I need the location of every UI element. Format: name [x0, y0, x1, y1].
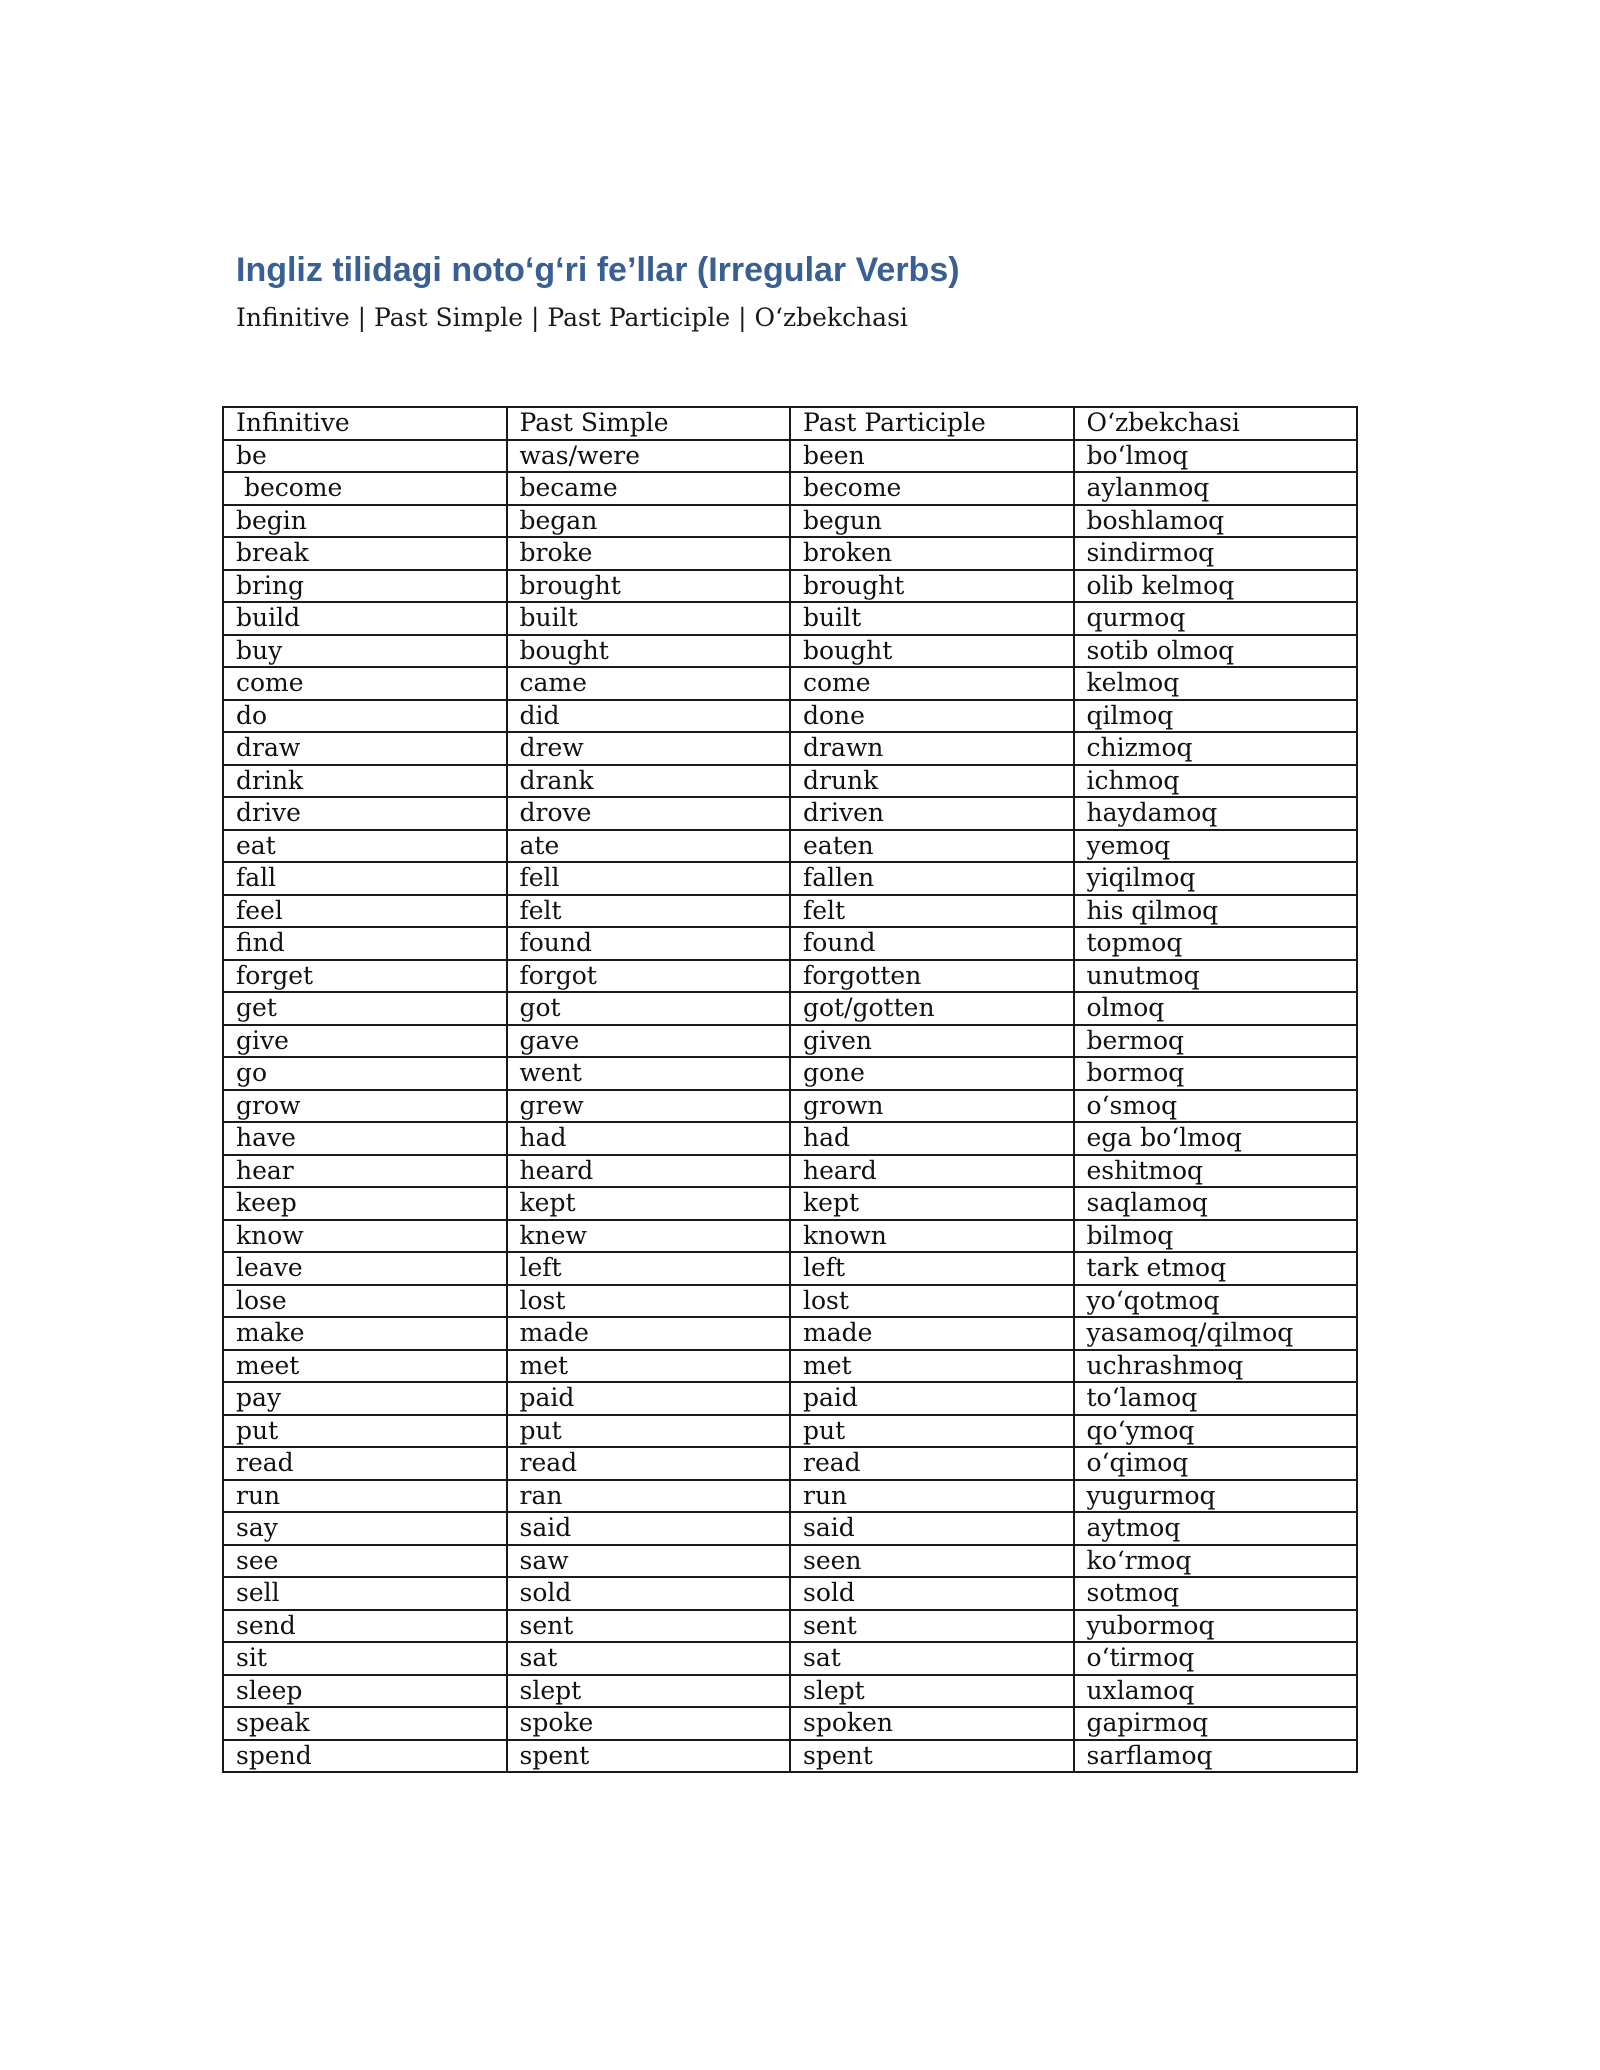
- table-row: [223, 700, 1357, 733]
- cell-past-participle: driven: [790, 797, 1074, 830]
- cell-uzbek: olmoq: [1074, 992, 1358, 1025]
- cell-uzbek: chizmoq: [1074, 732, 1358, 765]
- cell-uzbek: kelmoq: [1074, 667, 1358, 700]
- cell-uzbek: tark etmoq: [1074, 1252, 1358, 1285]
- cell-past-participle: had: [790, 1122, 1074, 1155]
- cell-uzbek: yubormoq: [1074, 1610, 1358, 1643]
- cell-uzbek: haydamoq: [1074, 797, 1358, 830]
- cell-past-participle: sat: [790, 1642, 1074, 1675]
- cell-past-participle: given: [790, 1025, 1074, 1058]
- cell-past-participle: gone: [790, 1057, 1074, 1090]
- cell-past-simple: put: [507, 1415, 791, 1448]
- cell-infinitive: keep: [223, 1187, 507, 1220]
- cell-past-participle: spoken: [790, 1707, 1074, 1740]
- cell-infinitive: lose: [223, 1285, 507, 1318]
- cell-past-participle: begun: [790, 505, 1074, 538]
- cell-uzbek: sindirmoq: [1074, 537, 1358, 570]
- cell-infinitive: read: [223, 1447, 507, 1480]
- cell-past-simple: went: [507, 1057, 791, 1090]
- cell-uzbek: bo‘lmoq: [1074, 440, 1358, 473]
- table-row: [223, 1187, 1357, 1220]
- cell-infinitive: fall: [223, 862, 507, 895]
- table-row: [223, 1090, 1357, 1123]
- cell-past-simple: had: [507, 1122, 791, 1155]
- cell-past-simple: began: [507, 505, 791, 538]
- cell-past-simple: heard: [507, 1155, 791, 1188]
- table-row: [223, 1285, 1357, 1318]
- cell-past-simple: met: [507, 1350, 791, 1383]
- table-row: [223, 602, 1357, 635]
- header-past-simple: Past Simple: [507, 407, 791, 440]
- cell-past-simple: found: [507, 927, 791, 960]
- cell-infinitive: be: [223, 440, 507, 473]
- cell-past-simple: said: [507, 1512, 791, 1545]
- table-row: [223, 1252, 1357, 1285]
- cell-infinitive: buy: [223, 635, 507, 668]
- irregular-verbs-table: [222, 406, 1358, 1773]
- cell-infinitive: send: [223, 1610, 507, 1643]
- cell-past-participle: sold: [790, 1577, 1074, 1610]
- cell-infinitive: know: [223, 1220, 507, 1253]
- cell-past-simple: saw: [507, 1545, 791, 1578]
- cell-past-simple: sold: [507, 1577, 791, 1610]
- cell-uzbek: qurmoq: [1074, 602, 1358, 635]
- table-row: [223, 1317, 1357, 1350]
- cell-infinitive: sleep: [223, 1675, 507, 1708]
- cell-infinitive: feel: [223, 895, 507, 928]
- cell-uzbek: sotmoq: [1074, 1577, 1358, 1610]
- cell-infinitive: build: [223, 602, 507, 635]
- cell-past-participle: eaten: [790, 830, 1074, 863]
- table-row: [223, 960, 1357, 993]
- cell-past-participle: put: [790, 1415, 1074, 1448]
- table-row: [223, 1057, 1357, 1090]
- cell-past-participle: run: [790, 1480, 1074, 1513]
- cell-past-simple: lost: [507, 1285, 791, 1318]
- cell-infinitive: give: [223, 1025, 507, 1058]
- table-row: [223, 667, 1357, 700]
- cell-uzbek: o‘tirmoq: [1074, 1642, 1358, 1675]
- table-row: [223, 570, 1357, 603]
- cell-past-simple: kept: [507, 1187, 791, 1220]
- cell-past-simple: ate: [507, 830, 791, 863]
- header-past-participle: Past Participle: [790, 407, 1074, 440]
- cell-infinitive: begin: [223, 505, 507, 538]
- cell-past-participle: left: [790, 1252, 1074, 1285]
- cell-infinitive: do: [223, 700, 507, 733]
- table-row: [223, 1642, 1357, 1675]
- table-row: [223, 1740, 1357, 1773]
- table-row: [223, 1415, 1357, 1448]
- cell-infinitive: grow: [223, 1090, 507, 1123]
- cell-past-simple: sent: [507, 1610, 791, 1643]
- cell-past-participle: grown: [790, 1090, 1074, 1123]
- cell-uzbek: o‘smoq: [1074, 1090, 1358, 1123]
- cell-past-participle: become: [790, 472, 1074, 505]
- cell-uzbek: qo‘ymoq: [1074, 1415, 1358, 1448]
- cell-past-participle: fallen: [790, 862, 1074, 895]
- cell-infinitive: sit: [223, 1642, 507, 1675]
- table-row: [223, 1220, 1357, 1253]
- cell-past-participle: sent: [790, 1610, 1074, 1643]
- table-row: [223, 1545, 1357, 1578]
- table-header-row: [223, 407, 1357, 440]
- cell-past-simple: fell: [507, 862, 791, 895]
- cell-infinitive: go: [223, 1057, 507, 1090]
- cell-past-participle: met: [790, 1350, 1074, 1383]
- cell-past-simple: was/were: [507, 440, 791, 473]
- cell-past-simple: bought: [507, 635, 791, 668]
- cell-uzbek: yiqilmoq: [1074, 862, 1358, 895]
- cell-infinitive: drive: [223, 797, 507, 830]
- page-title: Ingliz tilidagi noto‘g‘ri fe’llar (Irregular Verbs): [236, 251, 960, 289]
- table-row: [223, 1025, 1357, 1058]
- cell-infinitive: pay: [223, 1382, 507, 1415]
- cell-infinitive: have: [223, 1122, 507, 1155]
- cell-past-simple: forgot: [507, 960, 791, 993]
- cell-past-participle: seen: [790, 1545, 1074, 1578]
- table-row: [223, 895, 1357, 928]
- cell-past-simple: paid: [507, 1382, 791, 1415]
- cell-uzbek: bermoq: [1074, 1025, 1358, 1058]
- cell-uzbek: unutmoq: [1074, 960, 1358, 993]
- cell-past-participle: found: [790, 927, 1074, 960]
- cell-uzbek: ko‘rmoq: [1074, 1545, 1358, 1578]
- table-row: [223, 1577, 1357, 1610]
- cell-infinitive: say: [223, 1512, 507, 1545]
- cell-past-participle: drawn: [790, 732, 1074, 765]
- cell-past-simple: brought: [507, 570, 791, 603]
- cell-uzbek: sotib olmoq: [1074, 635, 1358, 668]
- cell-uzbek: uchrashmoq: [1074, 1350, 1358, 1383]
- cell-infinitive: make: [223, 1317, 507, 1350]
- cell-infinitive: get: [223, 992, 507, 1025]
- table-row: [223, 1675, 1357, 1708]
- cell-past-simple: felt: [507, 895, 791, 928]
- cell-past-participle: kept: [790, 1187, 1074, 1220]
- cell-infinitive: put: [223, 1415, 507, 1448]
- table-row: [223, 992, 1357, 1025]
- table-row: [223, 1610, 1357, 1643]
- cell-infinitive: sell: [223, 1577, 507, 1610]
- table-row: [223, 440, 1357, 473]
- cell-past-participle: known: [790, 1220, 1074, 1253]
- table-row: [223, 732, 1357, 765]
- cell-past-simple: broke: [507, 537, 791, 570]
- cell-uzbek: aylanmoq: [1074, 472, 1358, 505]
- cell-uzbek: yugurmoq: [1074, 1480, 1358, 1513]
- cell-uzbek: saqlamoq: [1074, 1187, 1358, 1220]
- table-row: [223, 862, 1357, 895]
- cell-infinitive: bring: [223, 570, 507, 603]
- cell-infinitive: spend: [223, 1740, 507, 1773]
- cell-past-participle: paid: [790, 1382, 1074, 1415]
- cell-past-simple: came: [507, 667, 791, 700]
- cell-uzbek: sarflamoq: [1074, 1740, 1358, 1773]
- cell-infinitive: find: [223, 927, 507, 960]
- cell-infinitive: speak: [223, 1707, 507, 1740]
- cell-uzbek: bormoq: [1074, 1057, 1358, 1090]
- table-row: [223, 1707, 1357, 1740]
- cell-past-simple: drove: [507, 797, 791, 830]
- cell-uzbek: yo‘qotmoq: [1074, 1285, 1358, 1318]
- cell-infinitive: come: [223, 667, 507, 700]
- cell-past-simple: knew: [507, 1220, 791, 1253]
- cell-uzbek: topmoq: [1074, 927, 1358, 960]
- cell-past-simple: gave: [507, 1025, 791, 1058]
- header-uzbek: O‘zbekchasi: [1074, 407, 1358, 440]
- cell-past-simple: ran: [507, 1480, 791, 1513]
- cell-past-participle: said: [790, 1512, 1074, 1545]
- cell-uzbek: boshlamoq: [1074, 505, 1358, 538]
- cell-past-simple: drank: [507, 765, 791, 798]
- cell-past-simple: spent: [507, 1740, 791, 1773]
- cell-past-participle: felt: [790, 895, 1074, 928]
- cell-uzbek: aytmoq: [1074, 1512, 1358, 1545]
- table-row: [223, 1512, 1357, 1545]
- cell-past-participle: slept: [790, 1675, 1074, 1708]
- table-row: [223, 797, 1357, 830]
- table-row: [223, 505, 1357, 538]
- cell-uzbek: olib kelmoq: [1074, 570, 1358, 603]
- cell-uzbek: o‘qimoq: [1074, 1447, 1358, 1480]
- cell-past-simple: left: [507, 1252, 791, 1285]
- cell-past-participle: bought: [790, 635, 1074, 668]
- cell-infinitive: drink: [223, 765, 507, 798]
- cell-infinitive: draw: [223, 732, 507, 765]
- table-row: [223, 1122, 1357, 1155]
- cell-uzbek: eshitmoq: [1074, 1155, 1358, 1188]
- cell-past-simple: spoke: [507, 1707, 791, 1740]
- table-body: [223, 407, 1357, 1772]
- header-infinitive: Infinitive: [223, 407, 507, 440]
- cell-uzbek: ichmoq: [1074, 765, 1358, 798]
- cell-uzbek: to‘lamoq: [1074, 1382, 1358, 1415]
- table-row: [223, 765, 1357, 798]
- table-row: [223, 830, 1357, 863]
- cell-past-participle: got/gotten: [790, 992, 1074, 1025]
- table-row: [223, 537, 1357, 570]
- cell-past-participle: forgotten: [790, 960, 1074, 993]
- cell-past-participle: broken: [790, 537, 1074, 570]
- cell-past-participle: been: [790, 440, 1074, 473]
- cell-infinitive: eat: [223, 830, 507, 863]
- table-row: [223, 1155, 1357, 1188]
- table-row: [223, 1350, 1357, 1383]
- cell-past-participle: heard: [790, 1155, 1074, 1188]
- cell-infinitive: see: [223, 1545, 507, 1578]
- table-row: [223, 472, 1357, 505]
- cell-past-simple: drew: [507, 732, 791, 765]
- cell-past-participle: read: [790, 1447, 1074, 1480]
- cell-past-simple: built: [507, 602, 791, 635]
- cell-uzbek: ega bo‘lmoq: [1074, 1122, 1358, 1155]
- cell-past-simple: did: [507, 700, 791, 733]
- cell-past-participle: lost: [790, 1285, 1074, 1318]
- cell-uzbek: yemoq: [1074, 830, 1358, 863]
- cell-uzbek: qilmoq: [1074, 700, 1358, 733]
- cell-past-simple: read: [507, 1447, 791, 1480]
- page-subtitle: Infinitive | Past Simple | Past Participle | O‘zbekchasi: [236, 303, 908, 332]
- cell-uzbek: uxlamoq: [1074, 1675, 1358, 1708]
- cell-past-participle: done: [790, 700, 1074, 733]
- cell-past-participle: spent: [790, 1740, 1074, 1773]
- cell-past-participle: drunk: [790, 765, 1074, 798]
- table-row: [223, 1382, 1357, 1415]
- cell-past-participle: brought: [790, 570, 1074, 603]
- cell-past-participle: built: [790, 602, 1074, 635]
- cell-uzbek: yasamoq/qilmoq: [1074, 1317, 1358, 1350]
- cell-past-participle: made: [790, 1317, 1074, 1350]
- table-row: [223, 1447, 1357, 1480]
- cell-uzbek: gapirmoq: [1074, 1707, 1358, 1740]
- cell-past-participle: come: [790, 667, 1074, 700]
- cell-past-simple: got: [507, 992, 791, 1025]
- cell-infinitive: become: [223, 472, 507, 505]
- table-row: [223, 635, 1357, 668]
- cell-infinitive: leave: [223, 1252, 507, 1285]
- cell-infinitive: run: [223, 1480, 507, 1513]
- cell-infinitive: forget: [223, 960, 507, 993]
- cell-past-simple: sat: [507, 1642, 791, 1675]
- cell-infinitive: meet: [223, 1350, 507, 1383]
- cell-past-simple: became: [507, 472, 791, 505]
- cell-past-simple: slept: [507, 1675, 791, 1708]
- table-row: [223, 927, 1357, 960]
- table-row: [223, 1480, 1357, 1513]
- cell-past-simple: made: [507, 1317, 791, 1350]
- cell-infinitive: hear: [223, 1155, 507, 1188]
- cell-uzbek: his qilmoq: [1074, 895, 1358, 928]
- cell-infinitive: break: [223, 537, 507, 570]
- cell-past-simple: grew: [507, 1090, 791, 1123]
- cell-uzbek: bilmoq: [1074, 1220, 1358, 1253]
